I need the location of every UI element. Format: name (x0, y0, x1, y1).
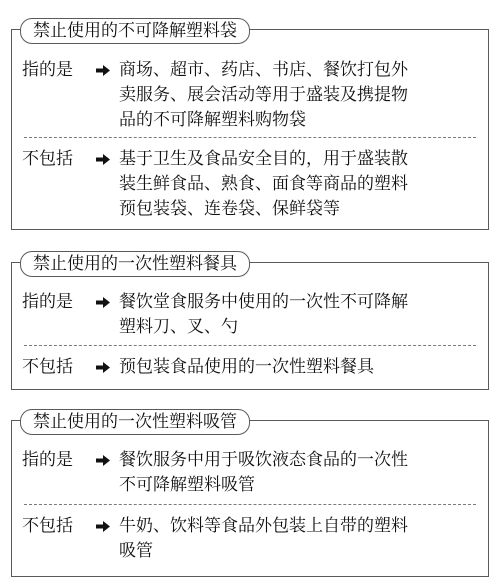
row-label: 不包括 (22, 357, 73, 377)
row-text (119, 147, 482, 222)
dashed-divider (24, 504, 476, 505)
arrow-right-icon (95, 290, 111, 315)
text-line: 品的不可降解塑料购物袋 (119, 110, 306, 130)
text-line: 吸管 (119, 541, 153, 561)
section-title: 禁止使用的一次性塑料吸管 (20, 409, 250, 435)
text-line: 塑料刀、叉、勺 (119, 317, 238, 337)
row-text (119, 290, 482, 340)
arrow-right-icon (95, 448, 111, 473)
text-line: 牛奶、饮料等食品外包装上自带的塑料 (119, 516, 408, 536)
row-label: 指的是 (22, 292, 73, 312)
arrow-right-icon (95, 355, 111, 380)
section-title: 禁止使用的一次性塑料餐具 (20, 251, 250, 277)
text-line: 预包装食品使用的一次性塑料餐具 (119, 357, 374, 377)
section-plastic-bags (11, 21, 489, 230)
dashed-divider (24, 345, 476, 346)
row-label: 不包括 (22, 149, 73, 169)
text-line: 卖服务、展会活动等用于盛装及携提物 (119, 85, 408, 105)
text-line: 预包装袋、连卷袋、保鲜袋等 (119, 199, 340, 219)
arrow-right-icon (95, 58, 111, 83)
text-line: 餐饮服务中用于吸饮液态食品的一次性 (119, 450, 408, 470)
text-line: 餐饮堂食服务中使用的一次性不可降解 (119, 292, 408, 312)
dashed-divider (24, 137, 476, 138)
row-text (119, 355, 482, 380)
text-line: 不可降解塑料吸管 (119, 475, 255, 495)
arrow-right-icon (95, 514, 111, 539)
row-label: 指的是 (22, 450, 73, 470)
row-label: 指的是 (22, 60, 73, 80)
row-text (119, 514, 482, 564)
section-plastic-tableware (11, 254, 489, 390)
section-plastic-straws (11, 412, 489, 577)
row-text (119, 448, 482, 498)
text-line: 商场、超市、药店、书店、餐饮打包外 (119, 60, 408, 80)
section-title: 禁止使用的不可降解塑料袋 (20, 18, 250, 44)
text-line: 基于卫生及食品安全目的，用于盛装散 (119, 149, 408, 169)
text-line: 装生鲜食品、熟食、面食等商品的塑料 (119, 174, 408, 194)
arrow-right-icon (95, 147, 111, 172)
row-text (119, 58, 482, 133)
row-label: 不包括 (22, 516, 73, 536)
